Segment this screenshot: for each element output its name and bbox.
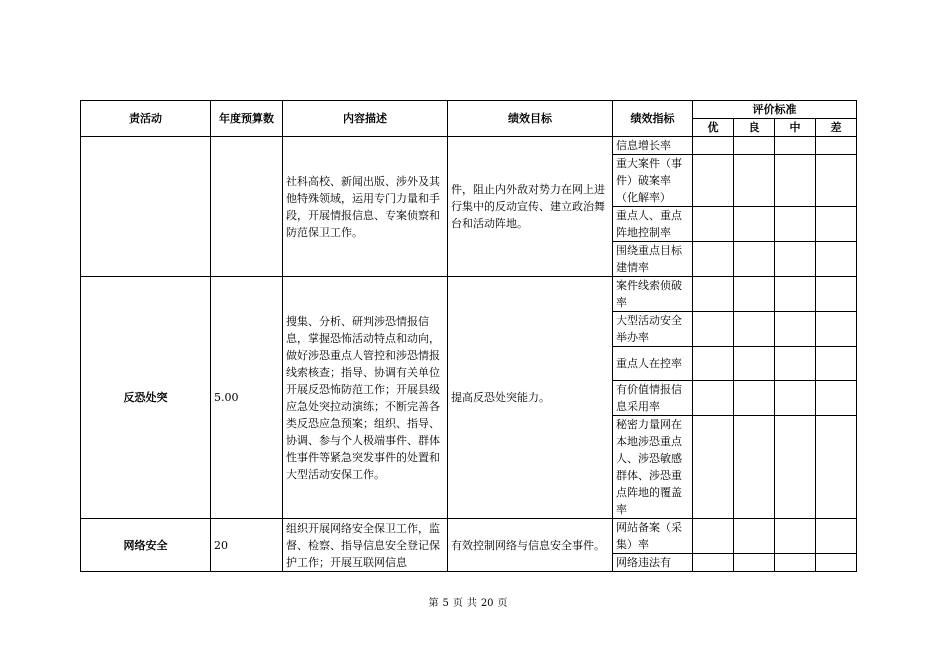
grade-cell <box>775 312 816 347</box>
header-budget: 年度预算数 <box>211 101 283 137</box>
indicator-cell: 网站备案（采集）率 <box>613 519 693 554</box>
footer-total-pages: 20 <box>480 598 494 609</box>
grade-cell <box>775 277 816 312</box>
grade-cell <box>816 137 857 155</box>
grade-cell <box>816 277 857 312</box>
activity-cell <box>81 137 211 277</box>
grade-cell <box>693 554 734 572</box>
grade-cell <box>693 347 734 381</box>
footer-mid2: 共 <box>466 598 477 609</box>
grade-cell <box>775 519 816 554</box>
grade-cell <box>775 416 816 519</box>
grade-cell <box>816 381 857 416</box>
grade-cell <box>693 381 734 416</box>
header-activity: 责活动 <box>81 101 211 137</box>
grade-cell <box>734 155 775 207</box>
grade-cell <box>775 554 816 572</box>
grade-cell <box>734 416 775 519</box>
grade-cell <box>693 242 734 277</box>
grade-cell <box>734 381 775 416</box>
grade-cell <box>816 347 857 381</box>
header-indicator: 绩效指标 <box>613 101 693 137</box>
grade-cell <box>816 312 857 347</box>
indicator-cell: 围绕重点目标建情率 <box>613 242 693 277</box>
grade-cell <box>734 242 775 277</box>
grade-cell <box>693 207 734 242</box>
grade-cell <box>734 137 775 155</box>
grade-cell <box>693 312 734 347</box>
grade-cell <box>775 347 816 381</box>
content-cell: 组织开展网络安全保卫工作，监督、检察、指导信息安全登记保护工作；开展互联网信息 <box>283 519 448 572</box>
header-content: 内容描述 <box>283 101 448 137</box>
grade-cell <box>816 416 857 519</box>
grade-cell <box>816 519 857 554</box>
content-cell: 搜集、分析、研判涉恐情报信息，掌握恐怖活动特点和动向，做好涉恐重点人管控和涉恐情报线索核查；指导、协调有关单位开展反恐怖防范工作；开展县级应急处突拉动演练；不断完善各类反恐应急预案；组织、指导、协调、参与个人极端事件、群体性事件等紧急突发事件的处置和大型活动安保工作。 <box>283 277 448 519</box>
grade-cell <box>816 207 857 242</box>
indicator-cell: 有价值情报信息采用率 <box>613 381 693 416</box>
header-grade-excellent: 优 <box>693 119 734 137</box>
goal-cell: 有效控制网络与信息安全事件。 <box>448 519 613 572</box>
footer-suffix: 页 <box>497 598 508 609</box>
indicator-cell: 秘密力量网在本地涉恐重点人、涉恐敏感群体、涉恐重点阵地的覆盖率 <box>613 416 693 519</box>
grade-cell <box>734 519 775 554</box>
budget-cell <box>211 137 283 277</box>
grade-cell <box>693 155 734 207</box>
grade-cell <box>816 554 857 572</box>
goal-cell: 件，阻止内外敌对势力在网上进行集中的反动宣传、建立政治舞台和活动阵地。 <box>448 137 613 277</box>
page-footer <box>0 594 936 609</box>
grade-cell <box>816 155 857 207</box>
indicator-cell: 重点人、重点阵地控制率 <box>613 207 693 242</box>
indicator-cell: 大型活动安全举办率 <box>613 312 693 347</box>
header-grade-medium: 中 <box>775 119 816 137</box>
grade-cell <box>693 416 734 519</box>
table-row <box>81 277 857 312</box>
activity-cell: 网络安全 <box>81 519 211 572</box>
grade-cell <box>734 207 775 242</box>
grade-cell <box>693 277 734 312</box>
table-row <box>81 137 857 155</box>
budget-cell: 20 <box>211 519 283 572</box>
grade-cell <box>734 554 775 572</box>
grade-cell <box>775 242 816 277</box>
header-criteria: 评价标准 <box>693 101 857 119</box>
header-grade-good: 良 <box>734 119 775 137</box>
grade-cell <box>693 519 734 554</box>
grade-cell <box>775 155 816 207</box>
grade-cell <box>775 381 816 416</box>
table-row <box>81 519 857 554</box>
grade-cell <box>734 347 775 381</box>
header-goal: 绩效目标 <box>448 101 613 137</box>
header-grade-poor: 差 <box>816 119 857 137</box>
footer-mid1: 页 <box>452 598 463 609</box>
indicator-cell: 重点人在控率 <box>613 347 693 381</box>
grade-cell <box>734 312 775 347</box>
indicator-cell: 网络违法有 <box>613 554 693 572</box>
indicator-cell: 信息增长率 <box>613 137 693 155</box>
budget-cell: 5.00 <box>211 277 283 519</box>
indicator-cell: 重大案件（事件）破案率（化解率） <box>613 155 693 207</box>
goal-cell: 提高反恐处突能力。 <box>448 277 613 519</box>
performance-table <box>80 100 857 572</box>
grade-cell <box>816 242 857 277</box>
indicator-cell: 案件线索侦破率 <box>613 277 693 312</box>
grade-cell <box>775 207 816 242</box>
footer-prefix: 第 <box>428 598 439 609</box>
grade-cell <box>775 137 816 155</box>
grade-cell <box>693 137 734 155</box>
activity-cell: 反恐处突 <box>81 277 211 519</box>
grade-cell <box>734 277 775 312</box>
content-cell: 社科高校、新闻出版、涉外及其他特殊领域，运用专门力量和手段，开展情报信息、专案侦察和防范保卫工作。 <box>283 137 448 277</box>
footer-page-number: 5 <box>442 598 449 609</box>
